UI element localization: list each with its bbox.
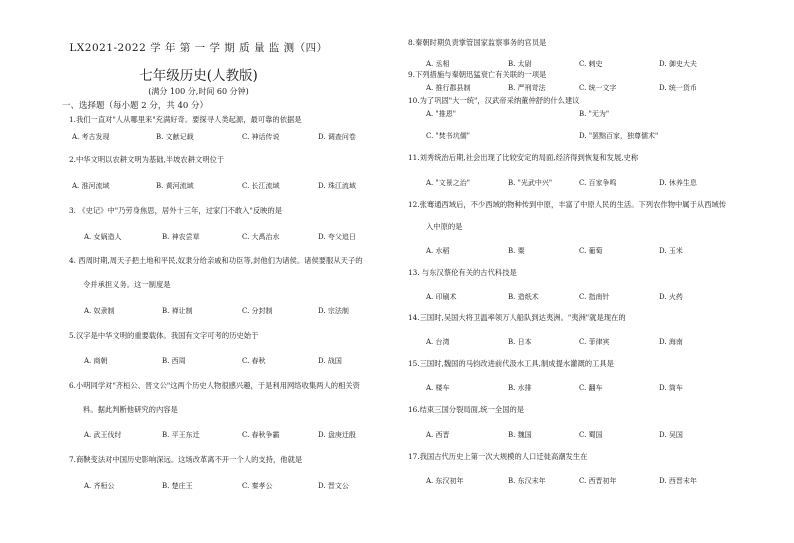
question-14-option-b[interactable]: B. 日本 [508,338,532,346]
question-16-option-c[interactable]: C. 蜀国 [579,431,603,439]
question-3-option-c[interactable]: C. 大禹治水 [242,233,280,241]
question-11-option-a[interactable]: A. "文景之治" [426,179,470,187]
question-11-option-c[interactable]: C. 百家争鸣 [579,179,617,187]
question-8-stem: 8.秦朝时期负责掌管国家监察事务的官员是 [408,38,547,47]
question-8-option-a[interactable]: A. 丞相 [426,60,450,68]
question-9-option-a[interactable]: A. 推行郡县制 [426,84,471,92]
question-4-options [84,306,374,316]
question-16-options [426,430,766,440]
question-2-option-d[interactable]: D. 珠江流域 [318,182,356,190]
question-4-option-b[interactable]: B. 禅让制 [162,307,193,315]
question-1-option-b[interactable]: B. 文献记载 [156,133,194,141]
question-17-option-a[interactable]: A. 东汉初年 [426,477,464,485]
question-4-stem-line-2: 令并承担义务。这一制度是 [83,280,171,289]
question-13-option-d[interactable]: D. 火药 [659,293,683,301]
section-heading: 一、选择题（每小题 2 分，共 40 分） [62,101,209,111]
question-14-stem: 14.三国时,吴国大将卫温率领万人船队到达夷洲。"夷洲"就是现在的 [408,313,626,322]
question-4-stem-line-1: 4. 西周时期,周天子把土地和平民,奴隶分给亲戚和功臣等,封他们为诸侯。诸侯要服从天子的 [69,256,363,265]
question-12-option-a[interactable]: A. 水稻 [426,247,450,255]
question-7-option-d[interactable]: D. 晋文公 [318,482,349,490]
question-10-option-c[interactable]: C. "焚书坑儒" [426,132,470,140]
question-12-option-c[interactable]: C. 葡萄 [579,247,603,255]
question-1-options [72,132,372,142]
question-1-option-a[interactable]: A. 考古发现 [72,133,110,141]
question-2-option-c[interactable]: C. 长江流域 [242,182,280,190]
question-8-option-d[interactable]: D. 御史大夫 [659,60,697,68]
question-1-option-d[interactable]: D. 调查问卷 [318,133,356,141]
question-4-option-a[interactable]: A. 奴隶制 [84,307,115,315]
question-15-option-c[interactable]: C. 翻车 [579,384,603,392]
exam-title: LX2021-2022 学 年 第 一 学 期 质 量 监 测（四） [69,42,328,54]
question-11-options [426,178,766,188]
question-2-option-a[interactable]: A. 淮河流域 [72,182,110,190]
question-16-stem: 16.结束三国分裂局面,统一全国的是 [408,405,525,414]
question-12-stem-line-2: 入中原的是 [426,222,463,231]
question-3-option-d[interactable]: D. 夸父追日 [318,233,356,241]
question-1-option-c[interactable]: C. 神话传说 [242,133,280,141]
question-7-option-c[interactable]: C. 秦孝公 [242,482,273,490]
question-4-option-c[interactable]: C. 分封制 [242,307,273,315]
question-5-option-d[interactable]: D. 战国 [318,357,342,365]
question-5-options [84,356,374,366]
question-11-option-d[interactable]: D. 休养生息 [659,179,697,187]
question-12-options [426,246,766,256]
question-14-option-a[interactable]: A. 台湾 [426,338,450,346]
question-8-options [426,59,766,69]
question-10-option-b[interactable]: B. "无为" [579,110,610,118]
question-7-option-a[interactable]: A. 齐桓公 [84,482,115,490]
question-6-stem-line-2: 料。据此判断他研究的内容是 [83,405,178,414]
question-6-option-a[interactable]: A. 武王伐纣 [84,431,122,439]
question-15-option-d[interactable]: D. 筒车 [659,384,683,392]
question-5-stem: 5.汉字是中华文明的重要载体。我国有文字可考的历史始于 [69,331,259,340]
question-5-option-a[interactable]: A. 商朝 [84,357,108,365]
question-12-option-d[interactable]: D. 玉米 [659,247,683,255]
question-16-option-b[interactable]: B. 魏国 [508,431,532,439]
question-9-options [426,83,766,93]
question-17-option-c[interactable]: C. 西晋初年 [579,477,617,485]
question-13-options [426,292,766,302]
question-10-option-d[interactable]: D. "罢黜百家，独尊儒术" [579,132,659,140]
question-6-option-d[interactable]: D. 盘庚迁殷 [318,431,356,439]
question-9-stem: 9.下列措施与秦朝迅猛衰亡有关联的一项是 [408,70,547,79]
question-12-stem-line-1: 12.张骞通西域后，不少西域的物种传到中原，丰富了中原人民的生活。下列农作物中属于从西域传 [408,200,727,209]
question-14-options [426,337,766,347]
exam-subtitle: 七年级历史(人教版) [139,68,258,84]
question-14-option-d[interactable]: D. 海南 [659,338,683,346]
question-8-option-b[interactable]: B. 太尉 [508,60,532,68]
question-9-option-d[interactable]: D. 统一货币 [659,84,697,92]
question-9-option-b[interactable]: B. 严刑苛法 [508,84,546,92]
question-7-options [84,481,374,491]
question-4-option-d[interactable]: D. 宗法制 [318,307,349,315]
question-6-stem-line-1: 6.小明同学对"齐桓公、晋文公"这两个历史人物很感兴趣，于是利用网络收集两人的相关资 [69,381,360,390]
exam-info: (满分 100 分,时间 60 分钟) [148,87,249,96]
question-2-stem: 2.中华文明以农耕文明为基础,半坡农耕文明位于 [69,155,225,164]
question-3-options [84,232,374,242]
question-10-stem: 10.为了巩固"大一统"，汉武帝采纳董仲舒的什么建议 [408,96,580,105]
question-6-options [84,430,374,440]
question-2-option-b[interactable]: B. 黄河流域 [156,182,194,190]
question-9-option-c[interactable]: C. 统一文字 [579,84,617,92]
question-3-option-b[interactable]: B. 神农尝草 [162,233,200,241]
question-7-stem: 7.商鞅变法对中国历史影响深远。这场改革离不开一个人的支持，他就是 [69,455,303,464]
question-15-options [426,383,766,393]
question-11-option-b[interactable]: B. "光武中兴" [508,179,553,187]
question-6-option-c[interactable]: C. 春秋争霸 [242,431,280,439]
question-11-stem: 11.刘秀统治后期,社会出现了比较安定的局面,经济得到恢复和发展,史称 [408,153,639,162]
question-15-option-a[interactable]: A. 楼车 [426,384,450,392]
question-17-stem: 17.我国古代历史上第一次大规模的人口迁徙高潮发生在 [408,452,588,461]
question-10-option-a[interactable]: A. "推恩" [426,110,456,118]
question-17-options [426,476,766,486]
question-3-option-a[interactable]: A. 女娲造人 [84,233,122,241]
question-5-option-c[interactable]: C. 春秋 [242,357,266,365]
question-1-stem: 1.我们一直对"人从哪里来"充满好奇。要探寻人类起源，最可靠的依据是 [69,115,302,124]
question-17-option-d[interactable]: D. 西晋末年 [659,477,697,485]
question-7-option-b[interactable]: B. 楚庄王 [162,482,193,490]
question-13-option-b[interactable]: B. 造纸术 [508,293,539,301]
question-2-options [72,181,372,191]
question-8-option-c[interactable]: C. 刺史 [579,60,603,68]
question-16-option-a[interactable]: A. 西晋 [426,431,450,439]
question-15-stem: 15.三国时,魏国的马钧改进前代汲水工具,制成提水灌溉的工具是 [408,359,614,368]
question-13-stem: 13. 与东汉蔡伦有关的古代科技是 [408,268,517,277]
question-16-option-d[interactable]: D. 吴国 [659,431,683,439]
question-3-stem: 3. 《史记》中"乃劳身焦思，居外十三年，过家门不敢入"反映的是 [69,206,283,215]
question-10-options-row-1 [426,109,766,119]
question-17-option-b[interactable]: B. 东汉末年 [508,477,546,485]
question-6-option-b[interactable]: B. 平王东迁 [162,431,200,439]
question-10-options-row-2 [426,131,766,141]
question-13-option-c[interactable]: C. 指南针 [579,293,610,301]
question-14-option-c[interactable]: C. 菲律宾 [579,338,610,346]
question-13-option-a[interactable]: A. 印刷术 [426,293,457,301]
question-5-option-b[interactable]: B. 西周 [162,357,186,365]
question-12-option-b[interactable]: B. 粟 [508,247,525,255]
question-15-option-b[interactable]: B. 水排 [508,384,532,392]
